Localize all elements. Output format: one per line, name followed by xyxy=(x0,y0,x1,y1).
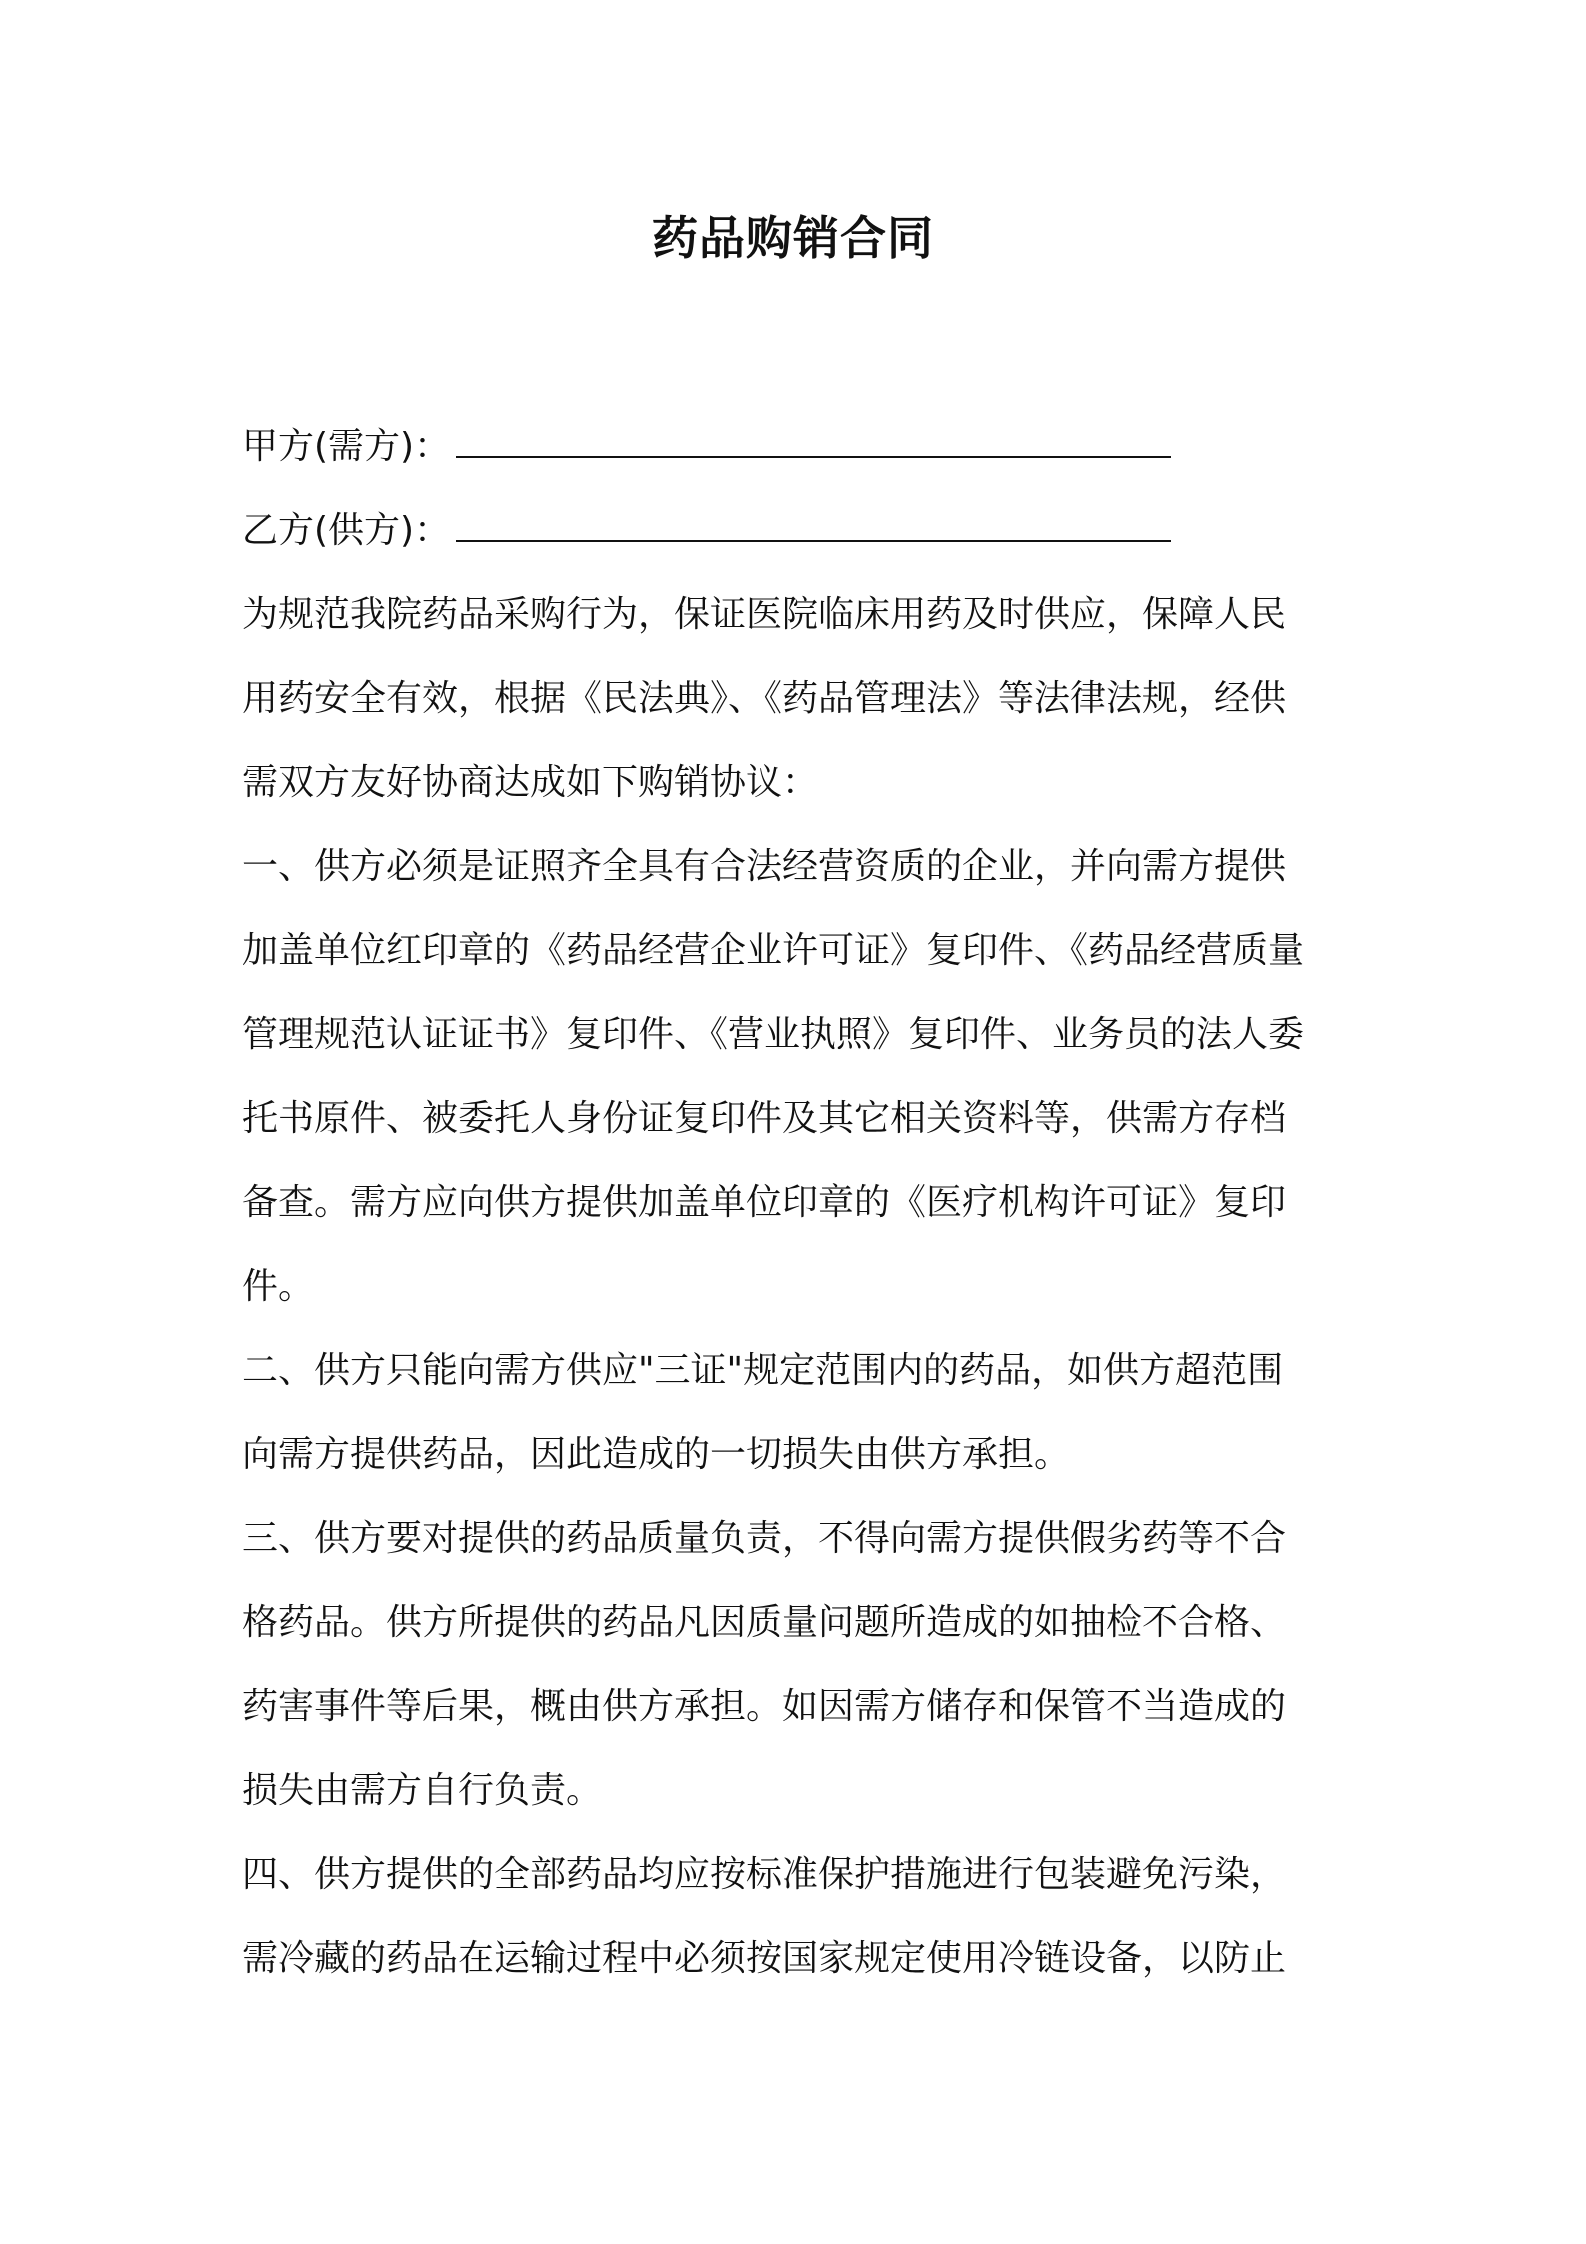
body-line: 管理规范认证证书》复印件、《营业执照》复印件、业务员的法人委 xyxy=(242,1014,1305,1055)
body-line: 用药安全有效，根据《民法典》、《药品管理法》等法律法规，经供 xyxy=(242,678,1287,719)
party-b-label: 乙方(供方)： xyxy=(242,510,451,551)
body-line: 需双方友好协商达成如下购销协议： xyxy=(242,762,819,803)
body-line: 件。 xyxy=(242,1266,315,1307)
contract-body xyxy=(242,405,1362,2001)
body-line: 托书原件、被委托人身份证复印件及其它相关资料等，供需方存档 xyxy=(242,1098,1287,1139)
party-a-line xyxy=(242,405,1362,489)
party-a-label: 甲方(需方)： xyxy=(242,426,451,467)
party-b-blank[interactable] xyxy=(456,500,1171,542)
body-line: 需冷藏的药品在运输过程中必须按国家规定使用冷链设备，以防止 xyxy=(242,1938,1287,1979)
body-line: 四、供方提供的全部药品均应按标准保护措施进行包装避免污染， xyxy=(242,1854,1287,1895)
body-line: 药害事件等后果，概由供方承担。如因需方储存和保管不当造成的 xyxy=(242,1686,1287,1727)
document-title: 药品购销合同 xyxy=(652,211,934,265)
body-line: 二、供方只能向需方供应"三证"规定范围内的药品，如供方超范围 xyxy=(242,1350,1284,1391)
body-line: 三、供方要对提供的药品质量负责，不得向需方提供假劣药等不合 xyxy=(242,1518,1287,1559)
body-line: 格药品。供方所提供的药品凡因质量问题所造成的如抽检不合格、 xyxy=(242,1602,1287,1643)
body-line: 备查。需方应向供方提供加盖单位印章的《医疗机构许可证》复印 xyxy=(242,1182,1287,1223)
party-b-line xyxy=(242,489,1362,573)
body-line: 加盖单位红印章的《药品经营企业许可证》复印件、《药品经营质量 xyxy=(242,930,1305,971)
body-line: 一、供方必须是证照齐全具有合法经营资质的企业，并向需方提供 xyxy=(242,846,1287,887)
party-a-blank[interactable] xyxy=(456,416,1171,458)
body-line: 为规范我院药品采购行为，保证医院临床用药及时供应，保障人民 xyxy=(242,594,1287,635)
body-line: 损失由需方自行负责。 xyxy=(242,1770,603,1811)
body-line: 向需方提供药品，因此造成的一切损失由供方承担。 xyxy=(242,1434,1071,1475)
